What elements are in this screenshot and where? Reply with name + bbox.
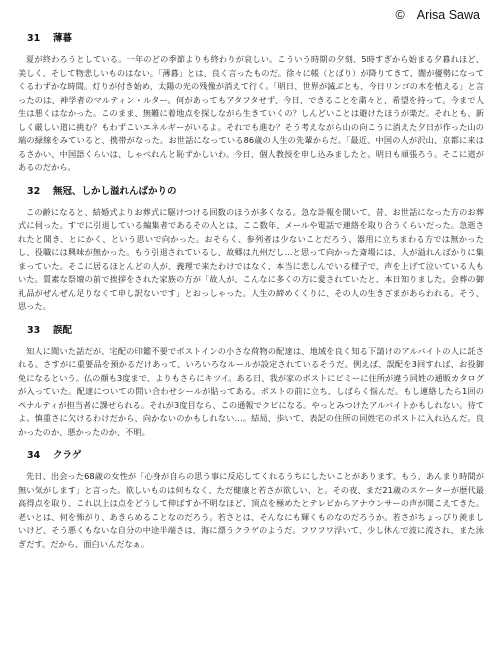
essay-body: 先日、出会った68歳の女性が「心身が自らの思う事に反応してくれるうちにしたいことがあります。もう、あんまり時間が無い気がします」と言った。欲しいものは何もなく、ただ健康と若さが欲しい、と。その夜、まだ21歳のスケーターが歴代最高得点を取り、これ以上は点をどうして伸ばすか不明なほど、頂点を極めたとテレビからアナウンサーの声が聞こえてきた。老いとは、何を怖がり、あきらめることなのだろう。若さとは、そんなにも輝くものなのだろうか。若さがちょっぴり羨ましいけど、そう悪くもないな自分の中途半端さは、海に漂うクラゲのようだ。フワフワ浮いて、少し休んで波に流され、また泳ぎだす。だから、面白いんだなぁ。 <box>18 471 484 549</box>
essay-body: 知人に聞いた話だが、宅配の印鑑不要でポストインの小さな荷物の配達は、地域を良く知る下請けのアルバイトの人に託される。さすがに重要品を預かるだけあって、いろいろなルールが設定されているそうだ。例えば、誤配を3回すれば、お役御免になるという。仏の顔も3度まで、よりもさらにキツイ。ある日、我が家のポストにビミーに住所が違う同姓の通販カタログが入っていた。配達についての問い合わせシールが貼ってある。ポストの前に立ち、しばらく悩んだ。もし連絡したら1回のペナルティが担当者に課せられる。それが3度目なら、この通報でクビになる。やっとみつけたアルバイトかもしれない。待てよ。慎重さに欠けるわけだから、向かないのかもしれない…。結局、歩いて、表記の住所の同姓宅のポストに入れ込んだ。良かったのか、悪かったのか、不明。 <box>18 345 484 437</box>
copyright-line <box>396 8 480 22</box>
essay-section-33 <box>18 324 484 440</box>
essay-section-34 <box>18 449 484 551</box>
essay-title: 誤配 <box>53 324 73 336</box>
essay-body: 夏が終わろうとしている。一年のどの季節よりも終わりが哀しい。こういう時期の夕刻、5時すぎから始まる夕暮れほど、美しく、そして物悲しいものはない。「薄暮」とは、良く言ったものだ。徐々に帳（とばり）が降りてきて、闇が優勢になってくるわずかな時間。灯りが付き始め、太陽の光の残像が消えて行く。「明日、世界が滅ぶとも、今日リンゴの木を植える」と言ったのは、神学者のマルティン・ルター。何があってもアタフタせず、今日、できることを粛々と、希望を持って。今まで人生は悪くはなかった。このまま、無難に着地点を探しながら生きていくの？しんどいことは避けたほうが楽だ。それとも、新しく厳しい道に挑む？もわずこいエネルギーがいるよ。それでも進む？そう考えながら山の向こうに消えた夕日が作った山の端の緑線をみていると、携帯がなった。お世話になっている86歳の人生の先輩からだ。「最近、中国の人が沢山、京都に来はるさかい、中国語くらいは、しゃべれんと恥ずかしいわ。今日、個人教授を申し込みましたと。明日も頑張ろう。そこに道があるのだから。 <box>18 54 484 172</box>
essay-heading <box>27 449 484 463</box>
essay-title: クラゲ <box>53 450 82 461</box>
essay-heading <box>27 32 484 46</box>
essay-section-32 <box>18 185 484 314</box>
essay-number: 31 <box>27 33 41 44</box>
essay-number: 33 <box>27 324 41 336</box>
essay-list <box>18 32 484 561</box>
essay-number: 34 <box>27 450 41 461</box>
essay-section-31 <box>18 32 484 175</box>
essay-body: この齢になると、結婚式よりお葬式に駆けつける回数のほうが多くなる。急な訃報を聞いて、昔、お世話になった方のお葬式に伺った。すでに引退している編集者であるその人とは、ここ数年、メールや電話で連絡を取り合うくらいだった。急逝されたと聞き、とにかく、という思いで向かった。おそらく、参列者は少ないことだろう、器用に立ちまわる方では無かったし、役職には興味が無かった。もう引退されているし、故郷は九州だし…と思って向かった斎場には、人が溢れんばかりに集まっていた。そこに居るほとんどの人が、義理で来たわけではなく、本当に悲しんでいる様子で、声を上げて泣いている人もいた。質素な祭壇の前で挨拶をされた家族の方が「故人が、こんなに多くの方に愛されていたと、本日知りました。会葬の御礼品がぜんぜん足りなくて申し訳ないです」とおっしゃった。人生の締めくくりに、その人の生きざまがあらわれる。そう、思った。 <box>18 206 484 311</box>
essay-number: 32 <box>27 185 41 197</box>
essay-title: 無冠、しかし溢れんばかりの <box>53 185 177 197</box>
essay-heading <box>27 324 484 338</box>
essay-title: 薄暮 <box>53 33 73 44</box>
copyright-author: Arisa Sawa <box>416 8 480 22</box>
copyright-symbol: © <box>395 8 405 22</box>
essay-heading <box>27 185 484 199</box>
